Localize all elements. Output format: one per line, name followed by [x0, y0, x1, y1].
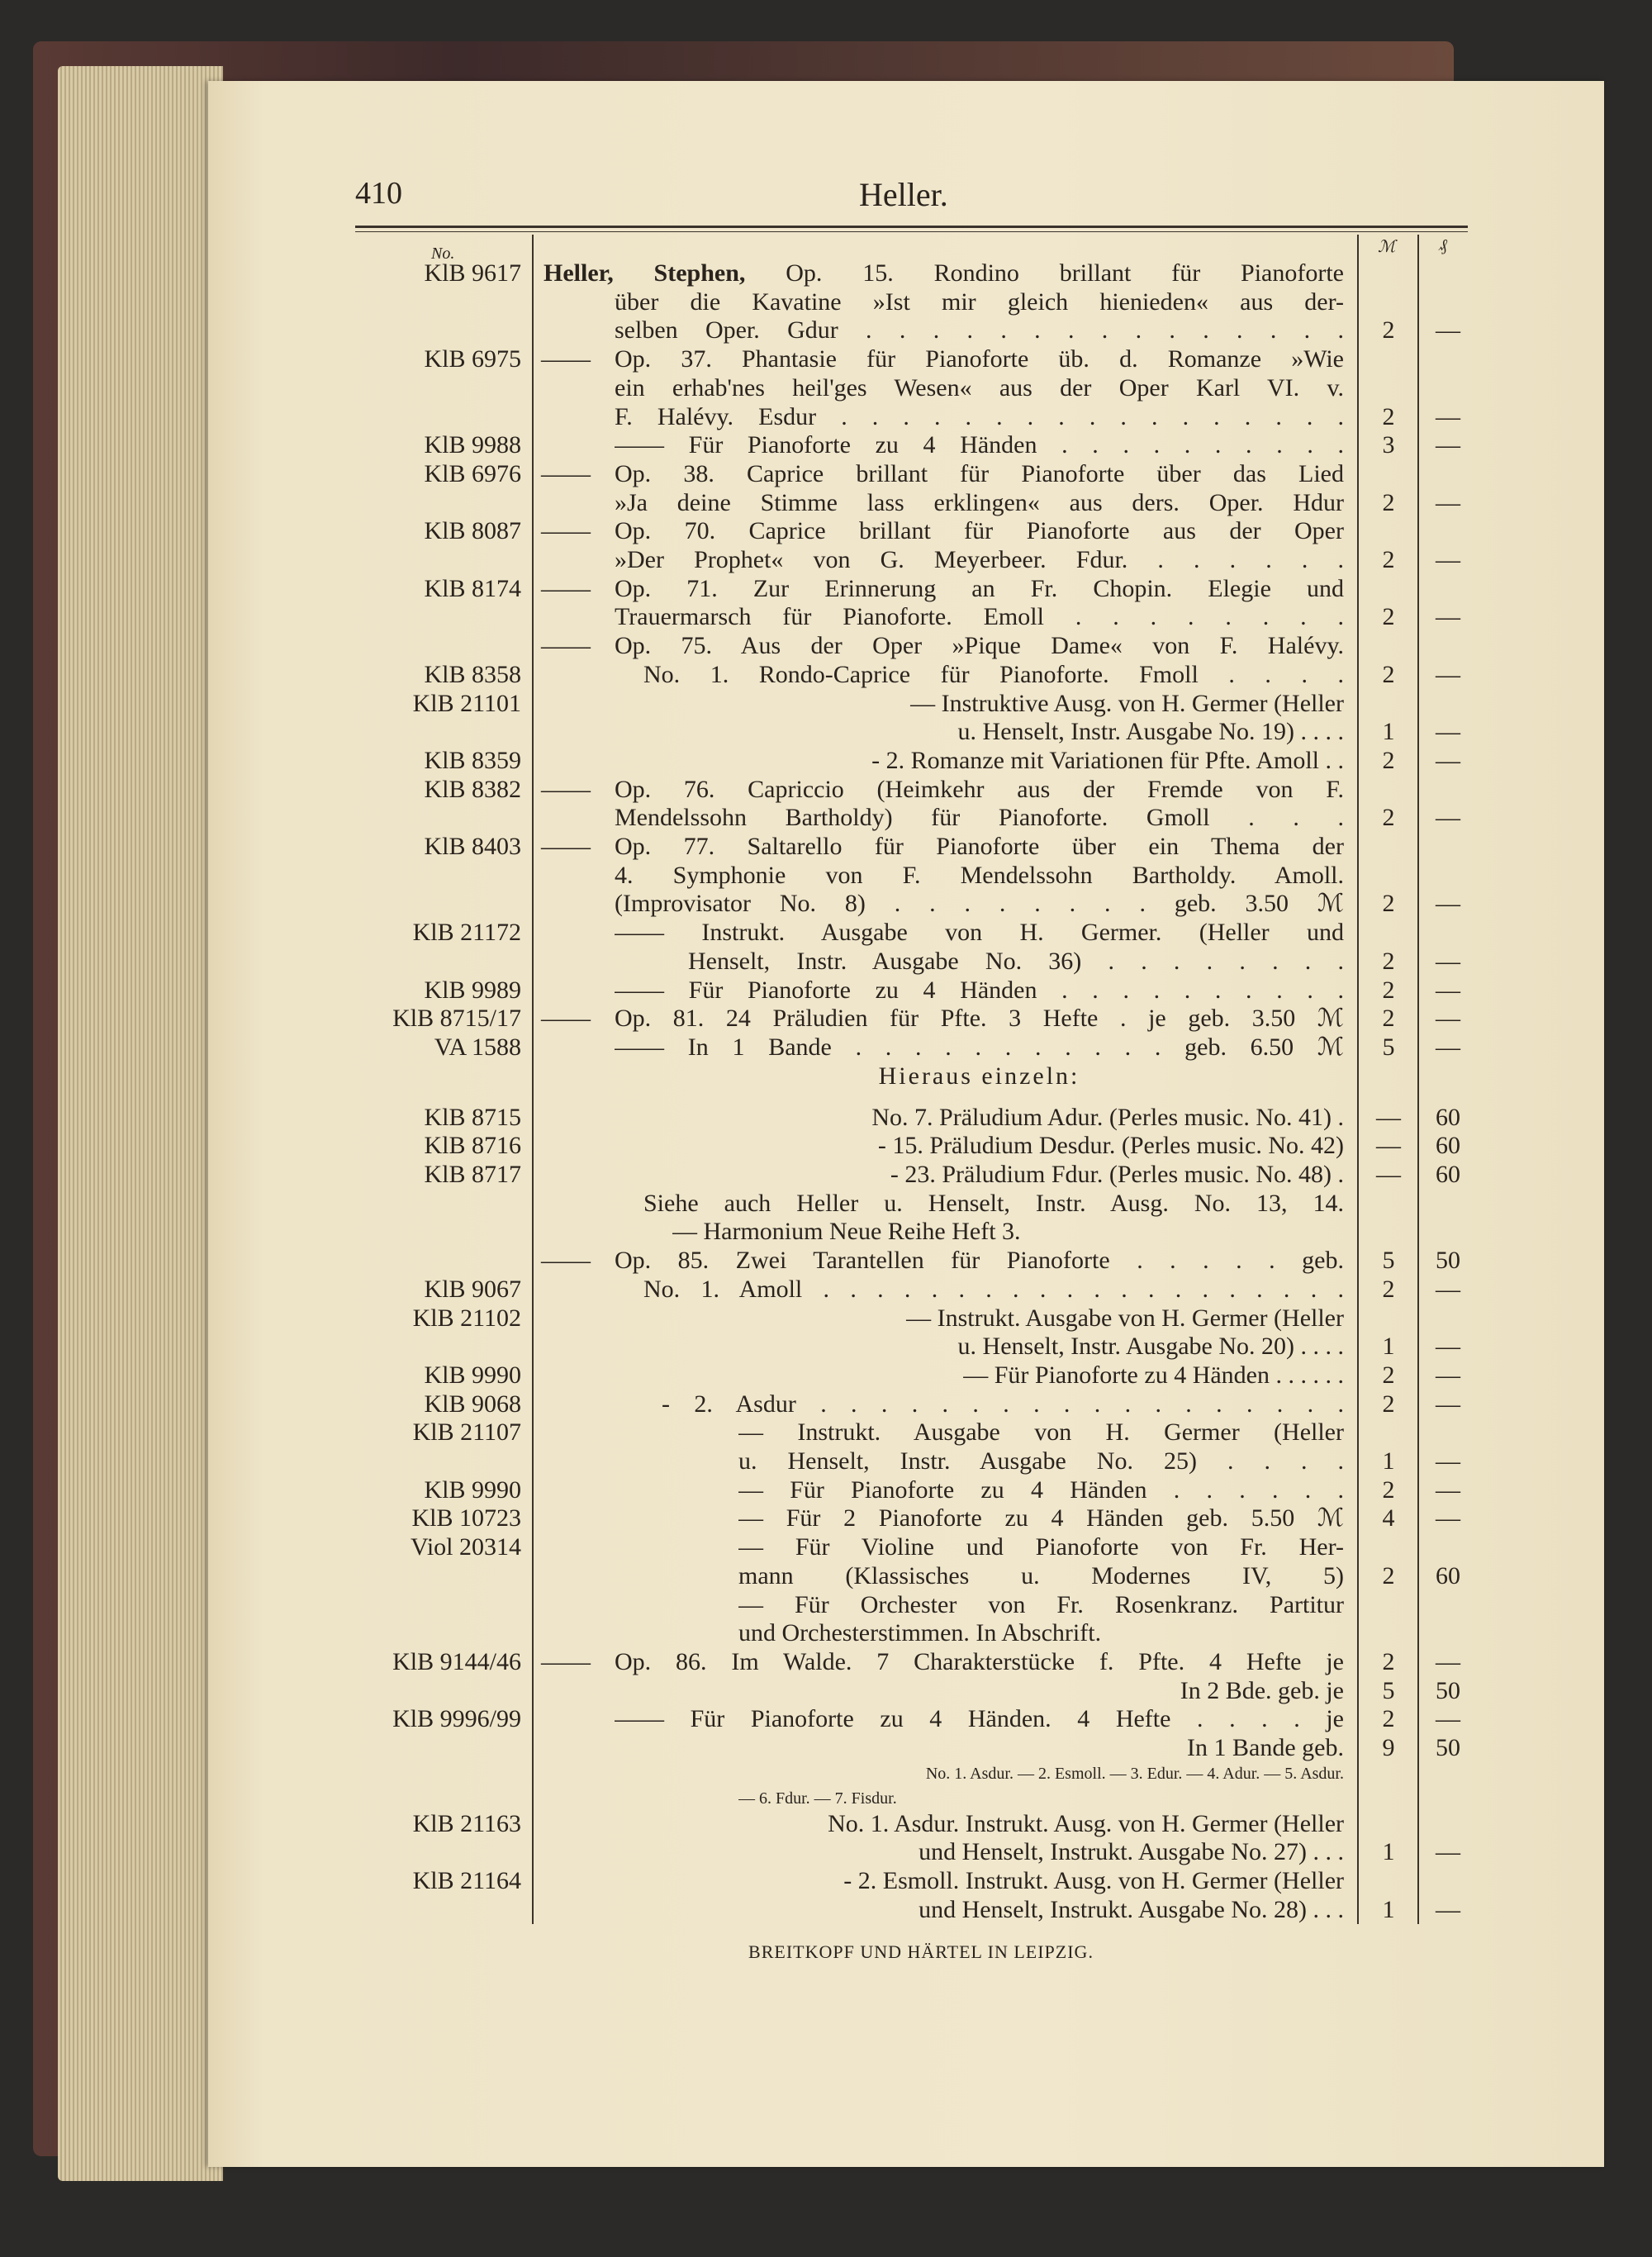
price-pfennig: — [1436, 976, 1460, 1004]
column-header-no: No. [431, 245, 455, 263]
entry-text [738, 1619, 1344, 1649]
entry-text [615, 718, 1344, 748]
catalog-number: KlB 9989 [424, 976, 521, 1004]
entry-description: No. 1. Rondo-Caprice für Pianoforte. Fmoll . . . . [643, 660, 1344, 688]
entry-text [672, 1218, 1344, 1247]
catalog-number: KlB 21102 [412, 1304, 521, 1332]
entry-description: — Harmonium Neue Reihe Heft 3. [672, 1218, 1021, 1246]
price-mark: 1 [1382, 1895, 1395, 1923]
ditto-dash: —— [541, 345, 591, 373]
price-pfennig: — [1436, 746, 1460, 774]
entry-description: u. Henselt, Instr. Ausgabe No. 19) . . . . [957, 718, 1344, 746]
price-pfennig: — [1436, 718, 1460, 746]
entry-description: — Für Violine und Pianoforte von Fr. Her- [738, 1533, 1344, 1561]
entry-text [615, 1247, 1344, 1276]
entry-description: Op. 76. Capriccio (Heimkehr aus der Fremde von F. [615, 775, 1344, 803]
catalog-number: KlB 10723 [411, 1504, 521, 1532]
entry-text [615, 976, 1344, 1006]
catalog-number: KlB 21164 [412, 1867, 521, 1895]
entry-text [615, 460, 1344, 490]
entry-description: Op. 77. Saltarello für Pianoforte über ein Thema der [615, 833, 1344, 860]
price-pfennig: — [1436, 1033, 1460, 1061]
entry-text [615, 403, 1344, 433]
catalog-number: KlB 9996/99 [392, 1705, 521, 1733]
page-number: 410 [355, 176, 402, 211]
entry-description: - 2. Romanze mit Variationen für Pfte. Amoll . . [871, 746, 1344, 774]
entry-description: selben Oper. Gdur . . . . . . . . . . . . . . . [615, 316, 1344, 344]
catalog-number: KlB 21107 [412, 1418, 521, 1447]
entry-description: — Für Pianoforte zu 4 Händen . . . . . . [963, 1361, 1344, 1389]
entry-description: Op. 15. Rondino brillant für Pianoforte [786, 259, 1344, 287]
entry-text [615, 1867, 1344, 1897]
entry-description: — Für Orchester von Fr. Rosenkranz. Partitur [738, 1590, 1344, 1618]
entry-description: »Der Prophet« von G. Meyerbeer. Fdur. . . . . . . [615, 546, 1344, 573]
entry-text [615, 1648, 1344, 1678]
entry-description: - 23. Präludium Fdur. (Perles music. No. 48) . [890, 1161, 1344, 1188]
catalog-number: KlB 6975 [424, 345, 521, 373]
price-pfennig: — [1436, 603, 1460, 631]
catalog-number: KlB 8174 [424, 574, 521, 602]
price-pfennig: 50 [1436, 1247, 1460, 1275]
price-pfennig: — [1436, 402, 1460, 430]
price-pfennig: — [1436, 660, 1460, 688]
entry-text [738, 1418, 1344, 1448]
price-mark: — [1376, 1161, 1401, 1188]
entry-description: 4. Symphonie von F. Mendelssohn Bartholdy. Amoll. [615, 861, 1344, 889]
entry-text [738, 1562, 1344, 1592]
ditto-dash: —— [541, 459, 591, 487]
entry-text [615, 690, 1344, 720]
entry-text [643, 1190, 1344, 1219]
price-mark: 1 [1382, 1333, 1395, 1361]
catalog-number: KlB 8717 [424, 1161, 521, 1188]
entry-description: — 6. Fdur. — 7. Fisdur. [738, 1789, 897, 1808]
entry-text [738, 1476, 1344, 1506]
entry-text [662, 1390, 1344, 1420]
entry-description: mann (Klassisches u. Modernes IV, 5) [738, 1561, 1344, 1589]
entry-text [615, 1104, 1344, 1133]
catalog-number: KlB 8716 [424, 1132, 521, 1160]
entry-text [615, 489, 1344, 519]
entry-description: über die Kavatine »Ist mir gleich hienieden« aus der- [615, 287, 1344, 316]
entry-description: (Improvisator No. 8) . . . . . . . . geb. 3.50 ℳ [615, 890, 1344, 918]
price-mark: 2 [1382, 890, 1395, 918]
entry-text [615, 431, 1344, 461]
price-pfennig: 60 [1436, 1161, 1460, 1188]
catalog-number: Viol 20314 [410, 1533, 521, 1561]
entry-description: Hieraus einzeln: [878, 1062, 1080, 1090]
entry-text [738, 1788, 1344, 1809]
price-mark: 2 [1382, 1475, 1395, 1504]
catalog-number: KlB 9990 [424, 1361, 521, 1389]
entry-text [615, 1677, 1344, 1707]
price-pfennig: — [1436, 1504, 1460, 1532]
entry-description: Henselt, Instr. Ausgabe No. 36) . . . . . . . . [688, 947, 1344, 975]
price-pfennig: — [1436, 1361, 1460, 1389]
price-mark: — [1376, 1132, 1401, 1160]
entry-text [615, 1810, 1344, 1840]
ditto-dash: —— [541, 574, 591, 602]
price-mark: — [1376, 1103, 1401, 1131]
header-rule-top [355, 226, 1468, 228]
price-mark: 2 [1382, 1005, 1395, 1033]
price-pfennig: 50 [1436, 1676, 1460, 1704]
entry-text [738, 1533, 1344, 1563]
entry-text [688, 948, 1344, 977]
entry-text [738, 1591, 1344, 1621]
entry-description: In 1 Bande geb. [1187, 1734, 1344, 1761]
entry-description: - 2. Esmoll. Instrukt. Ausg. von H. Germer (Heller [843, 1867, 1344, 1895]
entry-text [738, 1447, 1344, 1477]
entry-description: —— Instrukt. Ausgabe von H. Germer. (Heller und [615, 919, 1344, 947]
price-mark: 5 [1382, 1676, 1395, 1704]
price-pfennig: — [1436, 1705, 1460, 1733]
price-mark: 2 [1382, 1275, 1395, 1303]
price-mark: 2 [1382, 1561, 1395, 1589]
entry-description: ein erhab'nes heil'ges Wesen« aus der Oper Karl VI. v. [615, 373, 1344, 402]
price-pfennig: — [1436, 1838, 1460, 1866]
price-mark: 2 [1382, 603, 1395, 631]
entry-description: Siehe auch Heller u. Henselt, Instr. Ausg. No. 13, 14. [643, 1189, 1344, 1217]
catalog-number: KlB 6976 [424, 459, 521, 487]
catalog-number: KlB 8715/17 [392, 1005, 521, 1033]
price-pfennig: — [1436, 546, 1460, 573]
ditto-dash: —— [541, 632, 591, 660]
entry-description: —— In 1 Bande . . . . . . . . . . . geb. 6.50 ℳ [615, 1033, 1344, 1061]
ditto-dash: —— [541, 775, 591, 803]
price-mark: 2 [1382, 746, 1395, 774]
entry-description: Op. 86. Im Walde. 7 Charakterstücke f. Pfte. 4 Hefte je [615, 1647, 1344, 1675]
entry-description: —— Für Pianoforte zu 4 Händen . . . . . . . . . . [615, 976, 1344, 1004]
entry-text [615, 919, 1344, 948]
entry-text [615, 575, 1344, 605]
entry-text [615, 374, 1344, 404]
column-divider-mark [1357, 235, 1359, 1924]
ditto-dash: —— [541, 1005, 591, 1033]
entry-description: und Orchesterstimmen. In Abschrift. [738, 1619, 1102, 1647]
price-mark: 9 [1382, 1734, 1395, 1761]
entry-text [615, 1132, 1344, 1162]
price-pfennig: 60 [1436, 1132, 1460, 1160]
price-mark: 3 [1382, 431, 1395, 459]
entry-text [615, 546, 1344, 576]
price-pfennig: — [1436, 1005, 1460, 1033]
price-pfennig: — [1436, 947, 1460, 975]
entry-description: Op. 38. Caprice brillant für Pianoforte über das Lied [615, 459, 1344, 487]
price-mark: 2 [1382, 402, 1395, 430]
price-mark: 2 [1382, 488, 1395, 516]
entry-description: — Für 2 Pianoforte zu 4 Händen geb. 5.50 ℳ [738, 1504, 1344, 1532]
price-pfennig: — [1436, 1895, 1460, 1923]
entry-text [615, 833, 1344, 862]
entry-text [615, 1705, 1344, 1735]
column-header-mark: ℳ [1378, 238, 1396, 256]
catalog-number: KlB 8715 [424, 1103, 521, 1131]
entry-description: — Für Pianoforte zu 4 Händen . . . . . . [738, 1475, 1344, 1504]
entry-description: Op. 37. Phantasie für Pianoforte üb. d. Romanze »Wie [615, 345, 1344, 373]
entry-text [738, 1504, 1344, 1534]
entry-text [615, 862, 1344, 891]
entry-description: Mendelssohn Bartholdy) für Pianoforte. Gmoll . . . [615, 804, 1344, 832]
entry-description: —— Für Pianoforte zu 4 Händen . . . . . . . . . . [615, 431, 1344, 459]
entry-text [615, 1763, 1344, 1784]
entry-text [615, 1896, 1344, 1926]
entry-text [615, 1838, 1344, 1868]
entry-description: No. 1. Amoll . . . . . . . . . . . . . . . . . . . . [643, 1275, 1344, 1303]
entry-description: Op. 85. Zwei Tarantellen für Pianoforte . . . . . geb. [615, 1247, 1344, 1275]
price-pfennig: — [1436, 1275, 1460, 1303]
ditto-dash: —— [541, 1247, 591, 1275]
running-head: Heller. [859, 176, 948, 213]
composer-name: Heller, Stephen, [544, 259, 746, 287]
price-mark: 2 [1382, 546, 1395, 573]
price-pfennig: — [1436, 316, 1460, 344]
entry-description: u. Henselt, Instr. Ausgabe No. 20) . . . . [957, 1333, 1344, 1361]
entry-description: No. 1. Asdur. Instrukt. Ausg. von H. Germer (Heller [828, 1809, 1344, 1837]
catalog-number: KlB 8087 [424, 517, 521, 545]
ditto-dash: —— [541, 833, 591, 860]
entry-text [615, 632, 1344, 662]
page-edges [58, 66, 223, 2181]
catalog-number: KlB 21101 [412, 689, 521, 717]
entry-text [615, 1161, 1344, 1190]
price-mark: 2 [1382, 1647, 1395, 1675]
price-mark: 2 [1382, 976, 1395, 1004]
price-pfennig: — [1436, 890, 1460, 918]
catalog-number: KlB 9988 [424, 431, 521, 459]
price-pfennig: — [1436, 1447, 1460, 1475]
price-mark: 1 [1382, 718, 1395, 746]
catalog-number: VA 1588 [434, 1033, 521, 1061]
entry-description: und Henselt, Instrukt. Ausgabe No. 27) . . . [919, 1838, 1344, 1866]
entry-text [615, 1333, 1344, 1362]
price-pfennig: — [1436, 431, 1460, 459]
entry-text [643, 1276, 1344, 1305]
entry-text [544, 259, 1344, 289]
ditto-dash: —— [541, 517, 591, 545]
entry-text [615, 1734, 1344, 1764]
column-divider-pfennig [1417, 235, 1419, 1924]
price-mark: 2 [1382, 1390, 1395, 1418]
entry-description: - 15. Präludium Desdur. (Perles music. No. 42) [877, 1132, 1344, 1160]
price-pfennig: 50 [1436, 1734, 1460, 1761]
price-mark: 2 [1382, 804, 1395, 832]
price-pfennig: — [1436, 1647, 1460, 1675]
entry-description: — Instrukt. Ausgabe von H. Germer (Heller [906, 1304, 1344, 1332]
publisher-footer: BREITKOPF UND HÄRTEL IN LEIPZIG. [748, 1941, 1094, 1962]
ditto-dash: —— [541, 1647, 591, 1675]
catalog-number: KlB 8359 [424, 746, 521, 774]
entry-text [615, 517, 1344, 547]
entry-description: In 2 Bde. geb. je [1180, 1676, 1344, 1704]
header-rule-bottom [355, 231, 1468, 232]
entry-text [615, 776, 1344, 805]
price-mark: 2 [1382, 1361, 1395, 1389]
catalog-number: KlB 8358 [424, 660, 521, 688]
entry-description: F. Halévy. Esdur . . . . . . . . . . . . . . . . . [615, 402, 1344, 430]
entry-description: No. 7. Präludium Adur. (Perles music. No. 41) . [871, 1103, 1344, 1131]
price-mark: 2 [1382, 316, 1395, 344]
catalog-number: KlB 21163 [412, 1809, 521, 1837]
price-mark: 2 [1382, 947, 1395, 975]
entry-description: und Henselt, Instrukt. Ausgabe No. 28) . . . [919, 1895, 1344, 1923]
entry-text [615, 747, 1344, 777]
catalog-number: KlB 9067 [424, 1275, 521, 1303]
entry-description: — Instruktive Ausg. von H. Germer (Heller [910, 689, 1344, 717]
entry-description: — Instrukt. Ausgabe von H. Germer (Heller [738, 1418, 1344, 1447]
price-pfennig: — [1436, 1333, 1460, 1361]
entry-text [615, 1304, 1344, 1334]
catalog-number: KlB 21172 [412, 919, 521, 947]
price-pfennig: 60 [1436, 1561, 1460, 1589]
catalog-number: KlB 9144/46 [392, 1647, 521, 1675]
price-pfennig: 60 [1436, 1103, 1460, 1131]
price-mark: 1 [1382, 1838, 1395, 1866]
price-pfennig: — [1436, 804, 1460, 832]
price-pfennig: — [1436, 1390, 1460, 1418]
catalog-number: KlB 9068 [424, 1390, 521, 1418]
entry-text [615, 288, 1344, 318]
entry-text [615, 1361, 1344, 1391]
entry-text [615, 603, 1344, 633]
entry-description: u. Henselt, Instr. Ausgabe No. 25) . . . . [738, 1447, 1344, 1475]
price-pfennig: — [1436, 1475, 1460, 1504]
entry-text [615, 1005, 1344, 1034]
entry-description: »Ja deine Stimme lass erklingen« aus ders. Oper. Hdur [615, 488, 1344, 516]
entry-text [643, 661, 1344, 691]
price-mark: 5 [1382, 1033, 1395, 1061]
price-mark: 2 [1382, 1705, 1395, 1733]
entry-text [615, 345, 1344, 375]
entry-description: Trauermarsch für Pianoforte. Emoll . . . . . . . . [615, 603, 1344, 631]
price-mark: 2 [1382, 660, 1395, 688]
catalog-number: KlB 8382 [424, 775, 521, 803]
entry-description: Op. 81. 24 Präludien für Pfte. 3 Hefte . je geb. 3.50 ℳ [615, 1005, 1344, 1033]
entry-text [615, 804, 1344, 834]
catalog-number: KlB 8403 [424, 833, 521, 860]
entry-description: No. 1. Asdur. — 2. Esmoll. — 3. Edur. — 4. Adur. — 5. Asdur. [925, 1764, 1344, 1783]
entry-description: Op. 75. Aus der Oper »Pique Dame« von F. Halévy. [615, 632, 1344, 660]
entry-text [615, 316, 1344, 346]
entry-description: —— Für Pianoforte zu 4 Händen. 4 Hefte . . . . je [615, 1705, 1344, 1733]
entry-text [615, 890, 1344, 919]
column-divider-no [532, 235, 534, 1924]
column-header-pfennig: ₰ [1439, 236, 1447, 254]
catalog-number: KlB 9617 [424, 259, 521, 287]
entry-text [615, 1062, 1344, 1092]
price-mark: 1 [1382, 1447, 1395, 1475]
entry-description: Op. 71. Zur Erinnerung an Fr. Chopin. Elegie und [615, 574, 1344, 602]
price-mark: 5 [1382, 1247, 1395, 1275]
price-mark: 4 [1382, 1504, 1395, 1532]
entry-description: - 2. Asdur . . . . . . . . . . . . . . . . . . [662, 1390, 1344, 1418]
entry-text [615, 1033, 1344, 1063]
entry-description: Op. 70. Caprice brillant für Pianoforte aus der Oper [615, 517, 1344, 545]
catalog-number: KlB 9990 [424, 1475, 521, 1504]
price-pfennig: — [1436, 488, 1460, 516]
